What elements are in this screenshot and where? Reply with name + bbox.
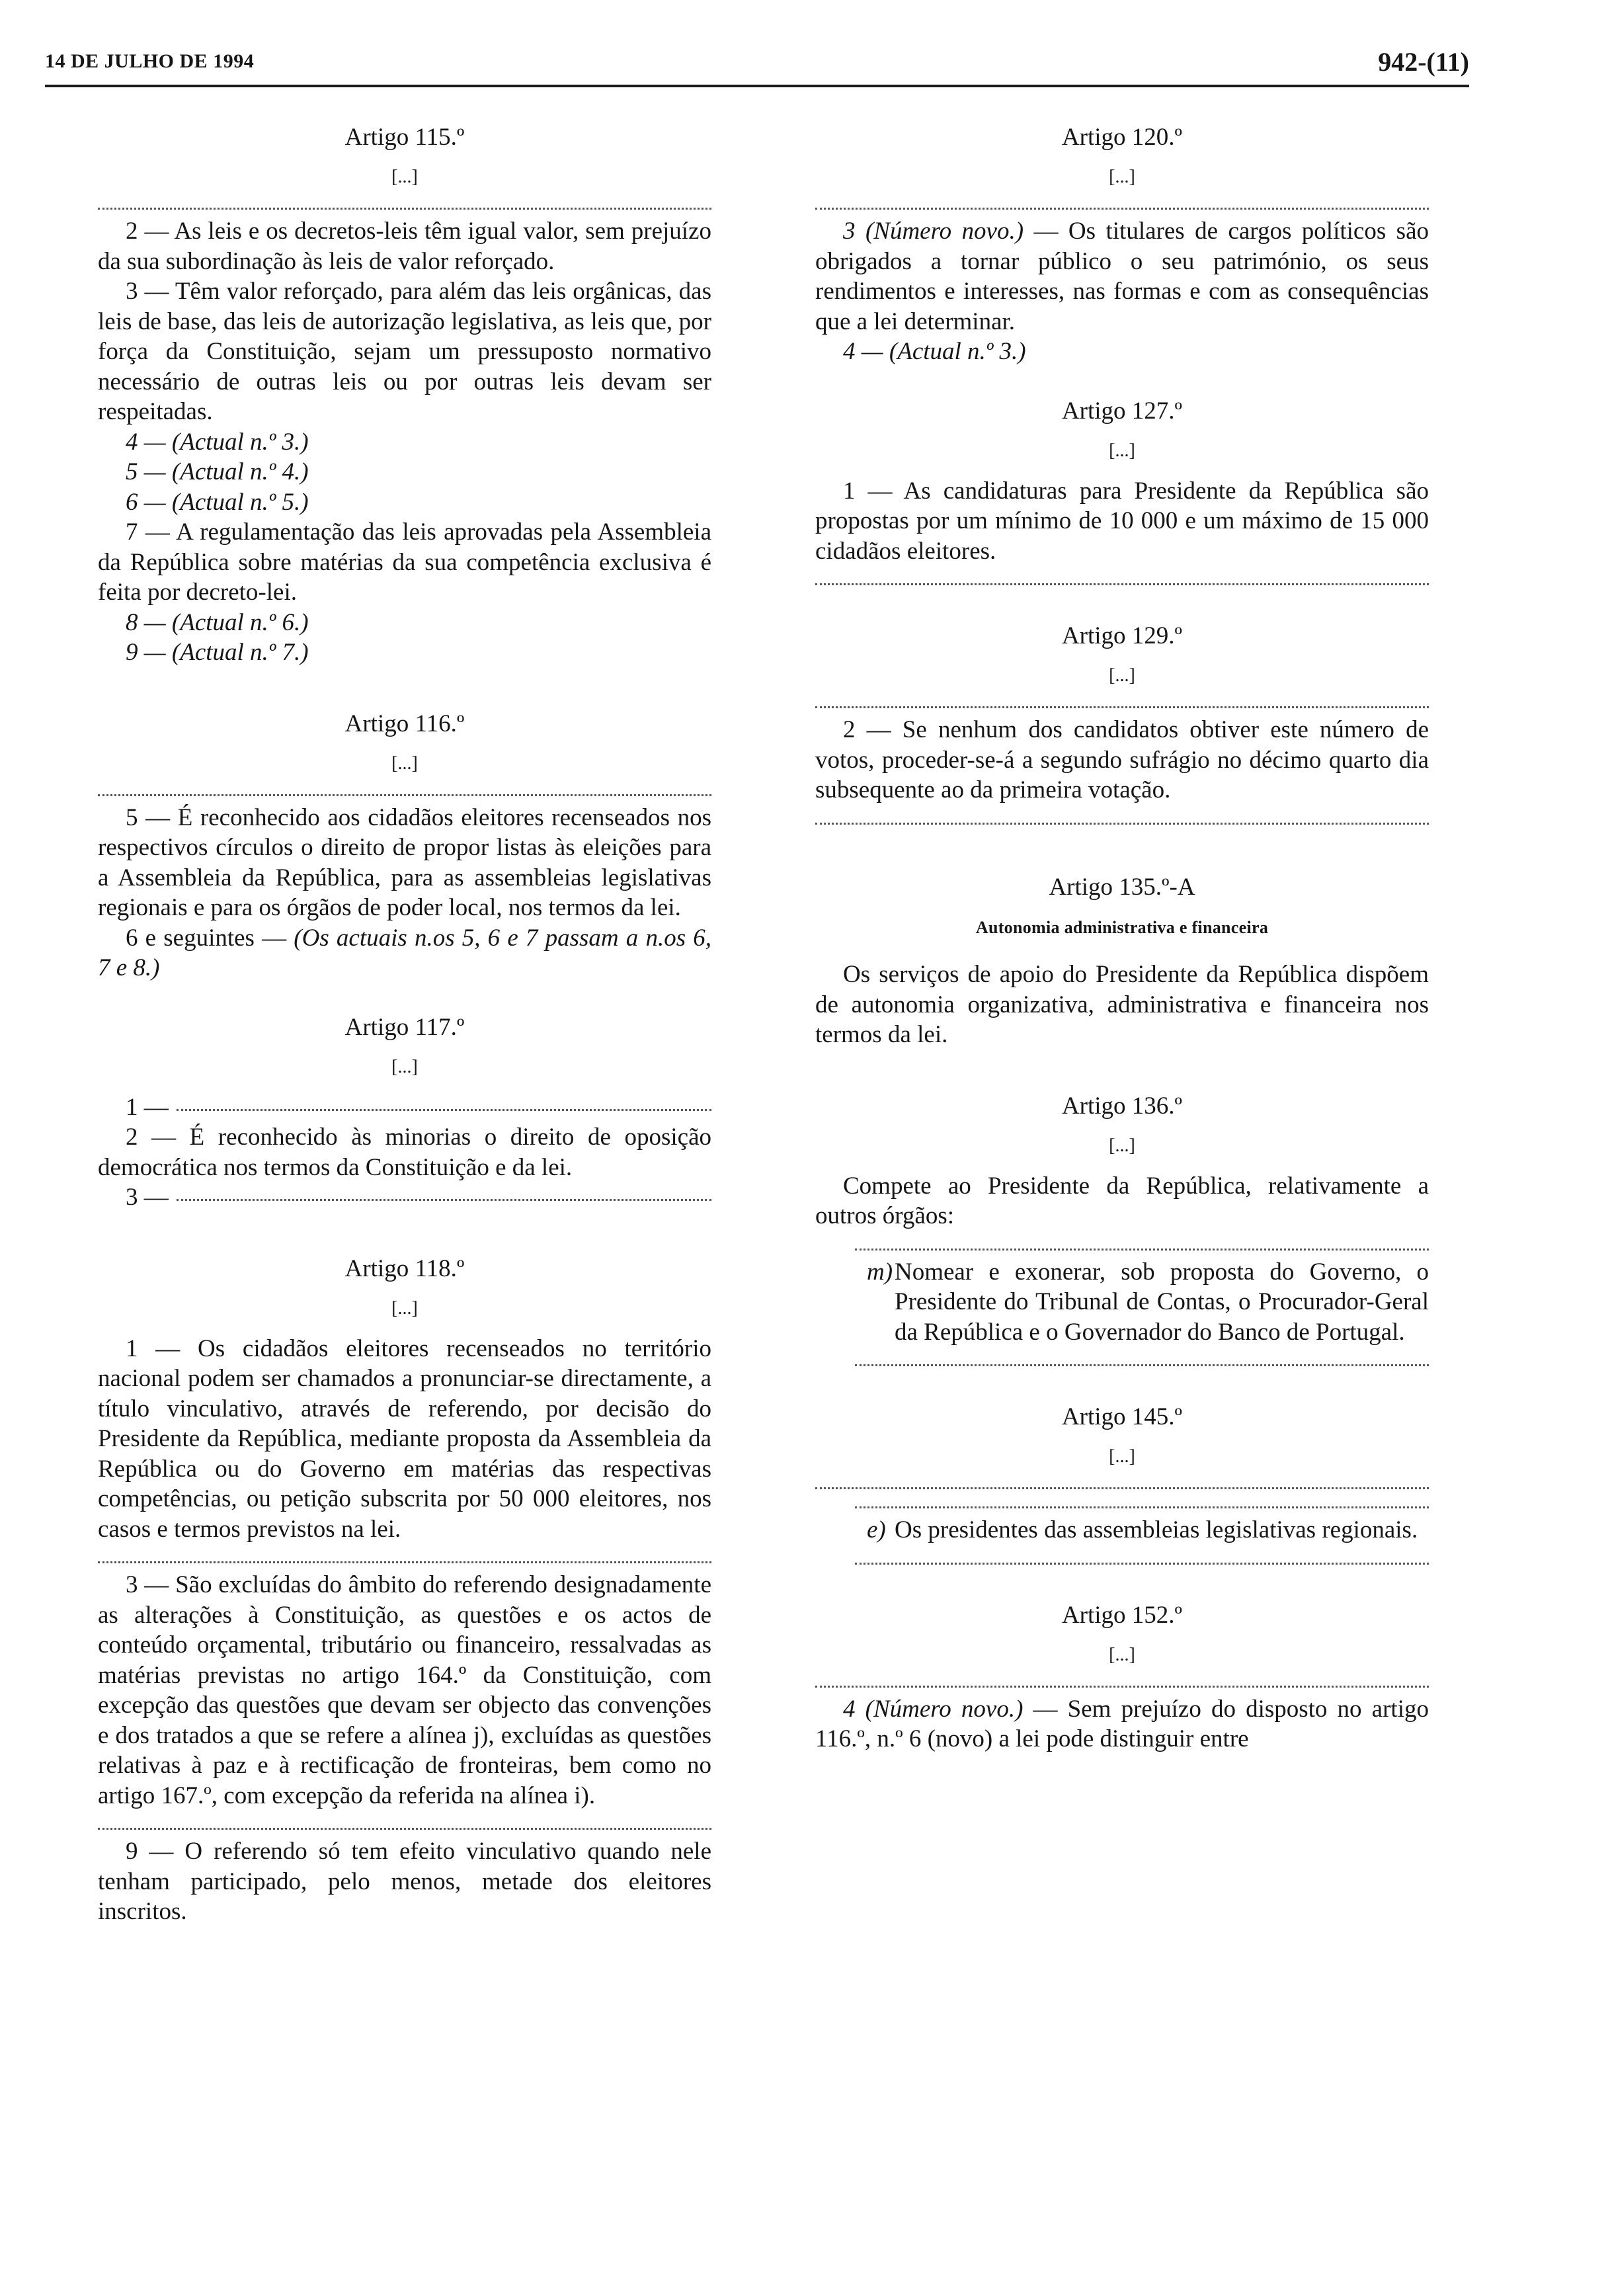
article-152-paragraph-4 — [815, 1694, 1429, 1754]
article-116-paragraph-6 — [98, 923, 711, 983]
header-date: 14 DE JULHO DE 1994 — [45, 50, 255, 72]
alinea-label: m) — [867, 1258, 893, 1286]
article-115-paragraph-9: 9 — (Actual n.º 7.) — [126, 639, 309, 666]
article-145-ellipsis: [...] — [1109, 1446, 1135, 1467]
article-115-paragraph-7: 7 — A regulamentação das leis aprovadas pela Assembleia da República sobre matérias da sua competência exclusiva é feita por decreto-lei. — [98, 518, 711, 606]
article-129-title: Artigo 129.º — [1061, 622, 1183, 649]
article-117-ellipsis: [...] — [391, 1056, 418, 1077]
dotted-omission — [98, 1828, 711, 1830]
article-115-paragraph-2: 2 — As leis e os decretos-leis têm igual valor, sem prejuízo da sua subordinação às leis de valor reforçado. — [98, 218, 711, 275]
article-116-title: Artigo 116.º — [344, 710, 465, 737]
dotted-leader — [177, 1109, 711, 1111]
article-152-ellipsis: [...] — [1109, 1644, 1135, 1665]
dotted-omission — [98, 208, 711, 210]
article-120-ellipsis: [...] — [1109, 167, 1135, 187]
paragraph-number: 3 — — [126, 1184, 169, 1211]
dotted-omission — [815, 1686, 1429, 1688]
article-120-paragraph-3 — [815, 216, 1429, 337]
right-column — [815, 116, 1429, 1754]
article-135a-paragraph: Os serviços de apoio do Presidente da República dispõem de autonomia organizativa, administrativa e financeira nos termos da lei. — [815, 961, 1429, 1048]
dotted-omission — [98, 1561, 711, 1563]
article-127-title: Artigo 127.º — [1061, 397, 1183, 425]
article-115-paragraph-6: 6 — (Actual n.º 5.) — [126, 488, 309, 516]
paragraph-number: 1 — — [126, 1093, 169, 1121]
article-118-title: Artigo 118.º — [344, 1254, 465, 1282]
article-136-intro: Compete ao Presidente da República, relativamente a outros órgãos: — [815, 1172, 1429, 1229]
article-116-paragraph-6-note: (Os actuais n.os 5, 6 e 7 passam a n.os 6, 7 e 8.) — [98, 924, 712, 981]
dotted-omission — [815, 706, 1429, 708]
dotted-omission — [98, 794, 711, 796]
dotted-omission — [855, 1563, 1429, 1565]
article-120-title: Artigo 120.º — [1061, 124, 1183, 151]
article-117-paragraph-3 — [98, 1182, 711, 1213]
article-136-alinea-m — [815, 1257, 1429, 1348]
article-116-paragraph-6-prefix: 6 e seguintes — — [126, 924, 294, 952]
left-column — [98, 116, 711, 1927]
dotted-omission — [855, 1249, 1429, 1250]
article-120-paragraph-3-text: — Os titulares de cargos políticos são obrigados a tornar público o seu património, os seus rendimentos e interesses, nas formas e com as consequências que a lei determinar. — [815, 218, 1429, 335]
article-136-title: Artigo 136.º — [1061, 1092, 1183, 1120]
article-115-paragraph-3: 3 — Têm valor reforçado, para além das leis orgânicas, das leis de base, das leis de autorização legislativa, as leis que, por força da Constituição, sejam um pressuposto normativo necessário de outras leis ou por outras leis devam ser respeitadas. — [98, 278, 711, 425]
article-127-ellipsis: [...] — [1109, 440, 1135, 461]
article-117-paragraph-2: 2 — É reconhecido às minorias o direito de oposição democrática nos termos da Constituição e da lei. — [98, 1124, 711, 1181]
article-118-ellipsis: [...] — [391, 1297, 418, 1319]
article-115-title: Artigo 115.º — [344, 124, 465, 151]
article-145-alinea-e — [815, 1515, 1429, 1545]
article-136-ellipsis: [...] — [1109, 1135, 1135, 1156]
article-152-paragraph-4-label: 4 (Número novo.) — [843, 1695, 1024, 1723]
dotted-omission — [815, 823, 1429, 825]
article-145-title: Artigo 145.º — [1061, 1403, 1183, 1430]
header-page-number: 942-(11) — [1378, 47, 1469, 77]
article-129-ellipsis: [...] — [1109, 665, 1135, 686]
alinea-label: e) — [867, 1516, 886, 1543]
dotted-omission — [855, 1364, 1429, 1366]
article-118-paragraph-3: 3 — São excluídas do âmbito do referendo designadamente as alterações à Constituição, as questões e os actos de conteúdo orçamental, tributário ou financeiro, ressalvadas as matérias previstas no artigo 164.º da Constituição, com excepção das questões que devam ser objecto das convenções e dos tratados a que se refere a alínea j), excluídas as questões relativas à paz e à rectificação de fronteiras, bem como no artigo 167.º, com excepção da referida na alínea i). — [98, 1571, 711, 1809]
alinea-text: Os presidentes das assembleias legislativas regionais. — [895, 1516, 1418, 1543]
dotted-omission — [815, 1487, 1429, 1489]
article-118-paragraph-9: 9 — O referendo só tem efeito vinculativo quando nele tenham participado, pelo menos, metade dos eleitores inscritos. — [98, 1838, 711, 1925]
article-129-paragraph-2: 2 — Se nenhum dos candidatos obtiver este número de votos, proceder-se-á a segundo sufrágio no décimo quarto dia subsequente ao da primeira votação. — [815, 716, 1429, 803]
article-127-paragraph-1: 1 — As candidaturas para Presidente da República são propostas por um mínimo de 10 000 e um máximo de 15 000 cidadãos eleitores. — [815, 477, 1429, 565]
article-120-paragraph-3-label: 3 (Número novo.) — [843, 218, 1024, 245]
article-117-paragraph-1 — [98, 1092, 711, 1123]
article-115-ellipsis: [...] — [391, 167, 418, 187]
article-135a-title: Artigo 135.º-A — [1049, 873, 1195, 901]
article-152-paragraph-4-text: — Sem prejuízo do disposto no artigo 116.º, n.º 6 (novo) a lei pode distinguir entre — [815, 1695, 1429, 1752]
article-120-paragraph-4: 4 — (Actual n.º 3.) — [843, 338, 1026, 365]
article-152-title: Artigo 152.º — [1061, 1601, 1183, 1629]
article-117-title: Artigo 117.º — [344, 1013, 465, 1041]
header-rule — [45, 85, 1469, 87]
article-115-paragraph-4: 4 — (Actual n.º 3.) — [126, 428, 309, 456]
article-116-ellipsis: [...] — [391, 753, 418, 774]
dotted-omission — [815, 583, 1429, 585]
article-115-paragraph-8: 8 — (Actual n.º 6.) — [126, 608, 309, 636]
alinea-text: Nomear e exonerar, sob proposta do Governo, o Presidente do Tribunal de Contas, o Procurador-Geral da República e o Governador do Banco de Portugal. — [895, 1258, 1429, 1346]
article-135a-subtitle: Autonomia administrativa e financeira — [975, 917, 1269, 937]
article-118-paragraph-1: 1 — Os cidadãos eleitores recenseados no território nacional podem ser chamados a pronunciar-se directamente, a título vinculativo, através de referendo, por decisão do Presidente da República, mediante proposta da Assembleia da República ou do Governo em matérias das respectivas competências, ou petição subscrita por 50 000 eleitores, nos casos e termos previstos na lei. — [98, 1334, 711, 1543]
article-116-paragraph-5: 5 — É reconhecido aos cidadãos eleitores recenseados nos respectivos círculos o direito de propor listas às eleições para a Assembleia da República, para as assembleias legislativas regionais e para os órgãos de poder local, nos termos da lei. — [98, 803, 711, 921]
dotted-leader — [177, 1199, 711, 1201]
dotted-omission — [855, 1506, 1429, 1508]
article-115-paragraph-5: 5 — (Actual n.º 4.) — [126, 458, 309, 485]
dotted-omission — [815, 208, 1429, 210]
